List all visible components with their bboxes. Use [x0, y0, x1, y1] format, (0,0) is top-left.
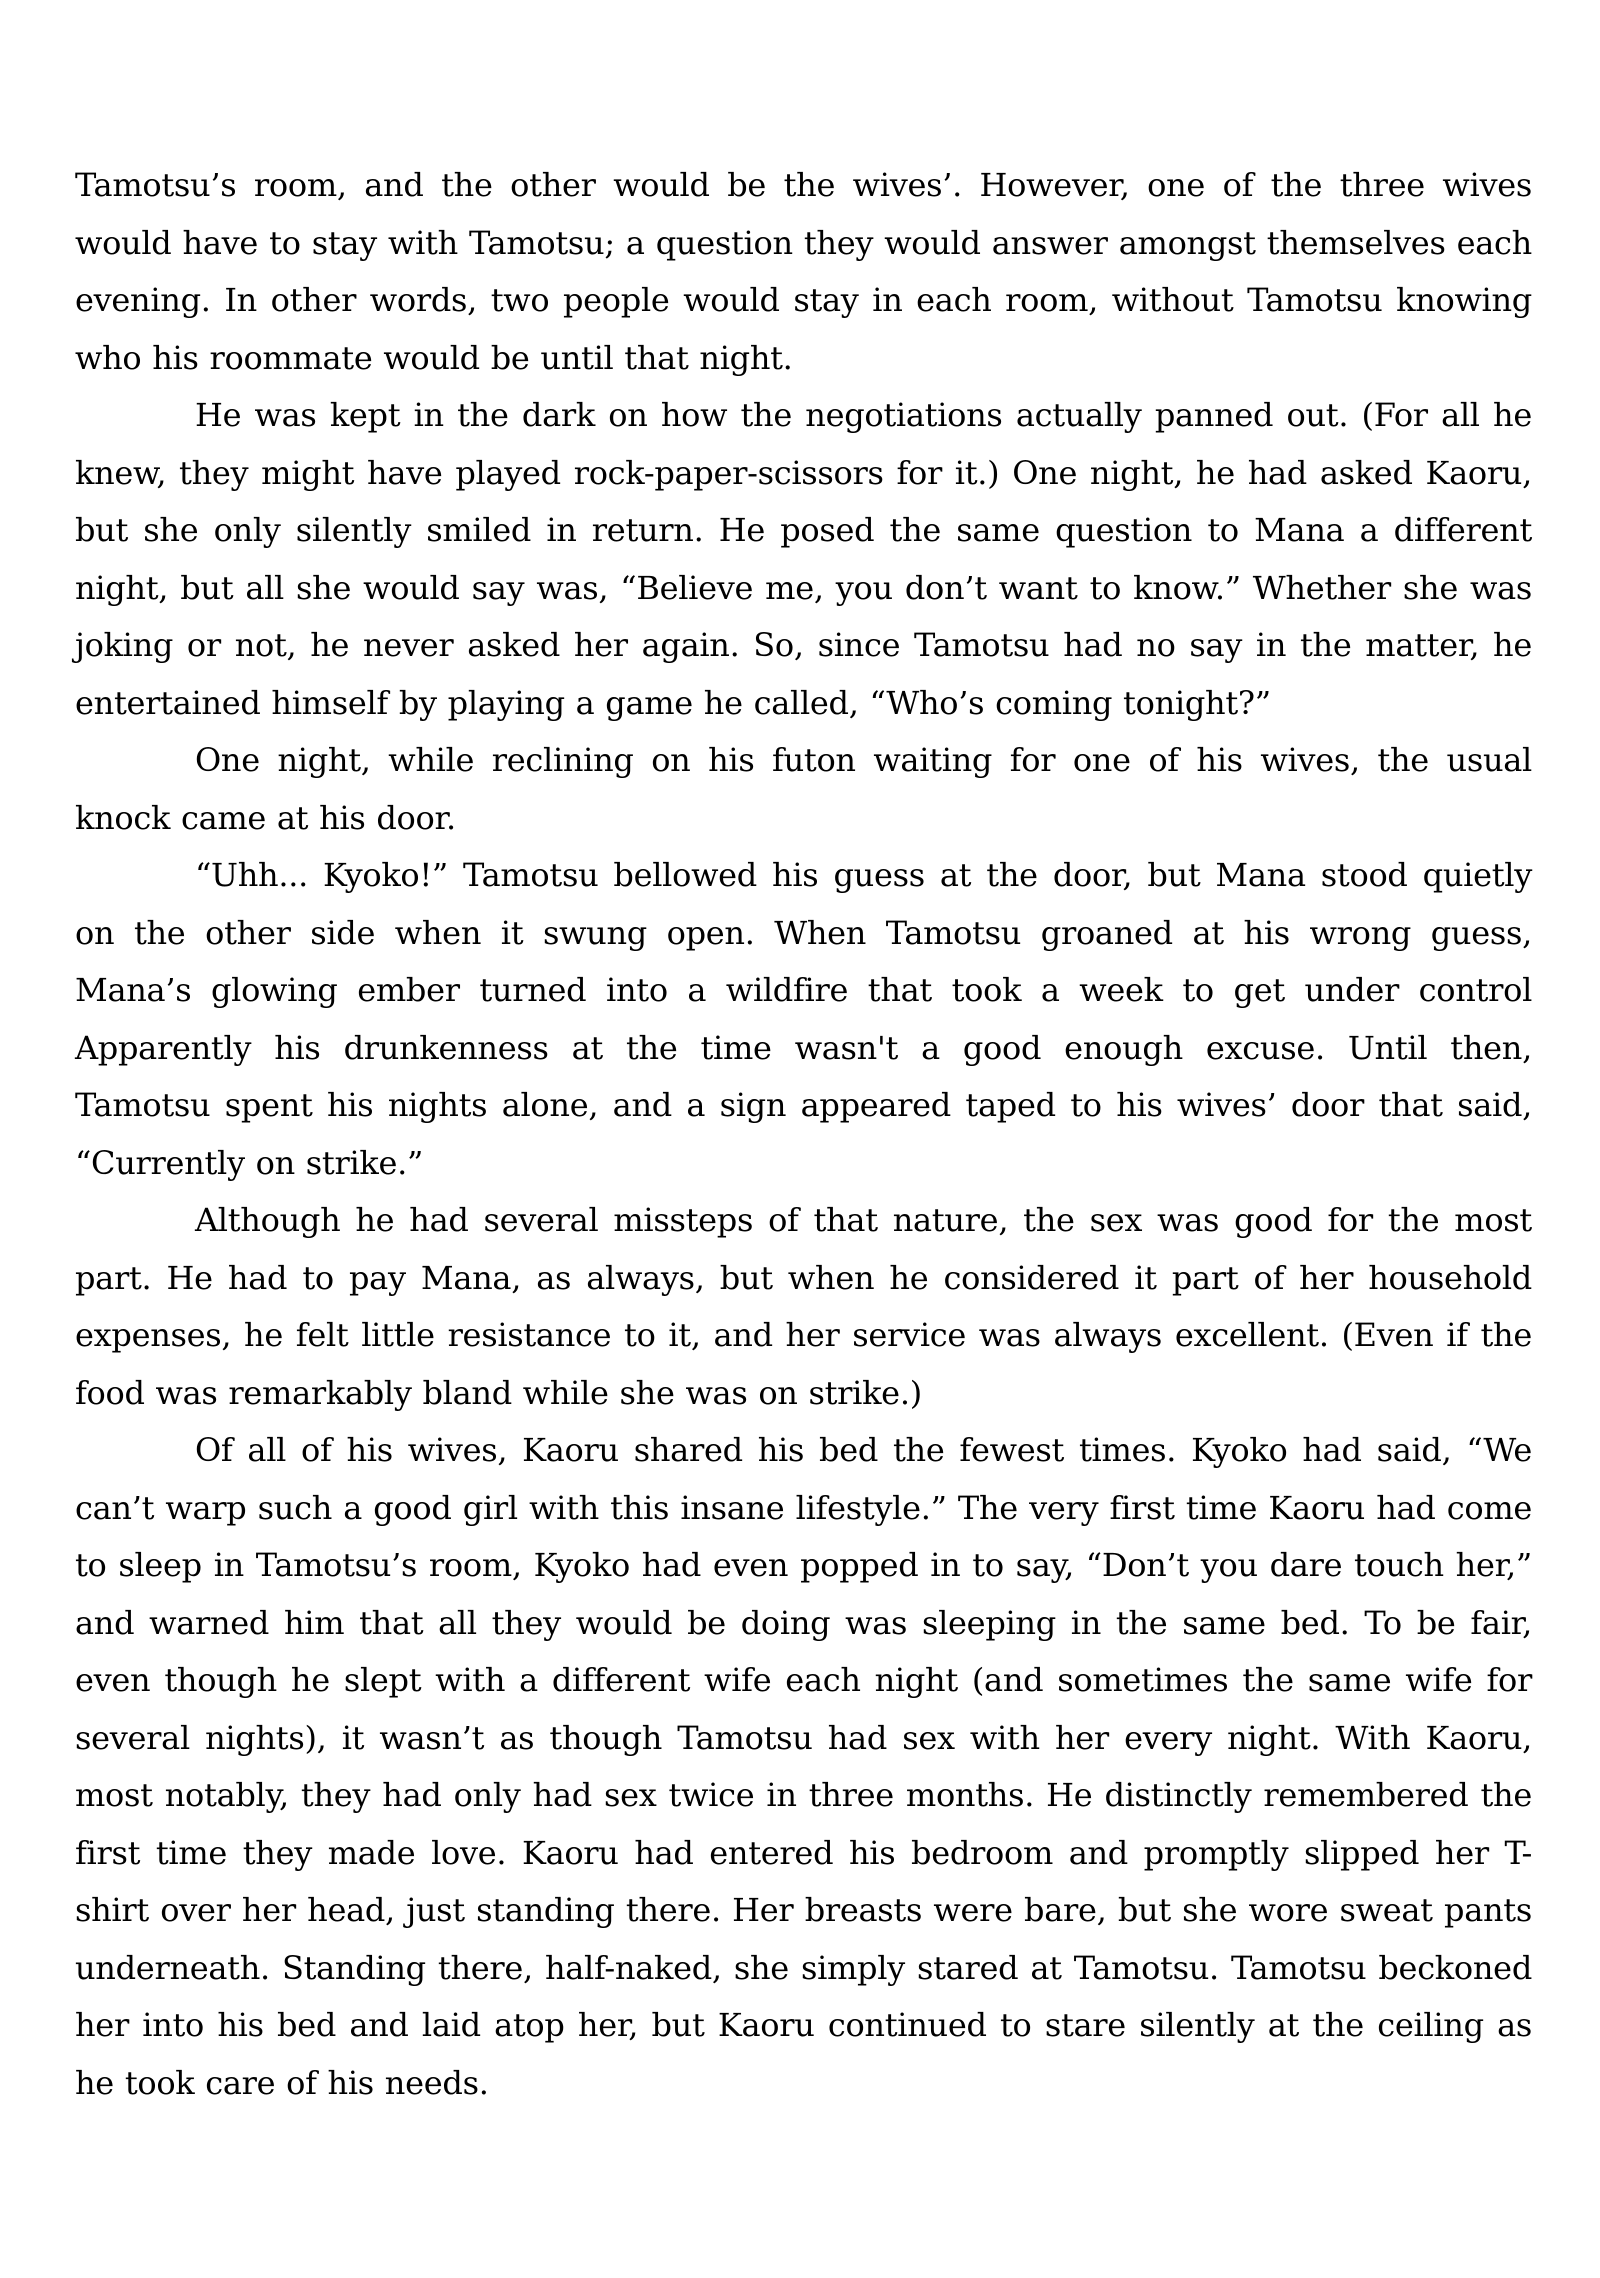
paragraph-6: Of all of his wives, Kaoru shared his bed the fewest times. Kyoko had said, “We can’t warp such a good girl with this insane lifestyle.” The very first time Kaoru had come to sleep in Tamotsu’s room, Kyoko had even popped in to say, “Don’t you dare touch her,” and warned him that all they would be doing was sleeping in the same bed. To be fair, even though he slept with a different wife each night (and sometimes the same wife for several nights), it wasn’t as though Tamotsu had sex with her every night. With Kaoru, most notably, they had only had sex twice in three months. He distinctly remembered the first time they made love. Kaoru had entered his bedroom and promptly slipped her T-shirt over her head, just standing there. Her breasts were bare, but she wore sweat pants underneath. Standing there, half-naked, she simply stared at Tamotsu. Tamotsu beckoned her into his bed and laid atop her, but Kaoru continued to stare silently at the ceiling as he took care of his needs.	[75, 1431, 1532, 2102]
paragraph-3: One night, while reclining on his futon waiting for one of his wives, the usual knock came at his door.	[75, 741, 1532, 837]
paragraph-5: Although he had several missteps of that nature, the sex was good for the most part. He had to pay Mana, as always, but when he considered it part of her household expenses, he felt little resistance to it, and her service was always excellent. (Even if the food was remarkably bland while she was on strike.)	[75, 1201, 1532, 1412]
paragraph-2: He was kept in the dark on how the negotiations actually panned out. (For all he knew, they might have played rock-paper-scissors for it.) One night, he had asked Kaoru, but she only silently smiled in return. He posed the same question to Mana a different night, but all she would say was, “Believe me, you don’t want to know.” Whether she was joking or not, he never asked her again. So, since Tamotsu had no say in the matter, he entertained himself by playing a game he called, “Who’s coming tonight?”	[75, 396, 1532, 722]
paragraph-4: “Uhh... Kyoko!” Tamotsu bellowed his guess at the door, but Mana stood quietly on the other side when it swung open. When Tamotsu groaned at his wrong guess, Mana’s glowing ember turned into a wildfire that took a week to get under control Apparently his drunkenness at the time wasn't a good enough excuse. Until then, Tamotsu spent his nights alone, and a sign appeared taped to his wives’ door that said, “Currently on strike.”	[75, 856, 1532, 1182]
paragraph-1: Tamotsu’s room, and the other would be the wives’. However, one of the three wives would have to stay with Tamotsu; a question they would answer amongst themselves each evening. In other words, two people would stay in each room, without Tamotsu knowing who his roommate would be until that night.	[75, 166, 1532, 377]
